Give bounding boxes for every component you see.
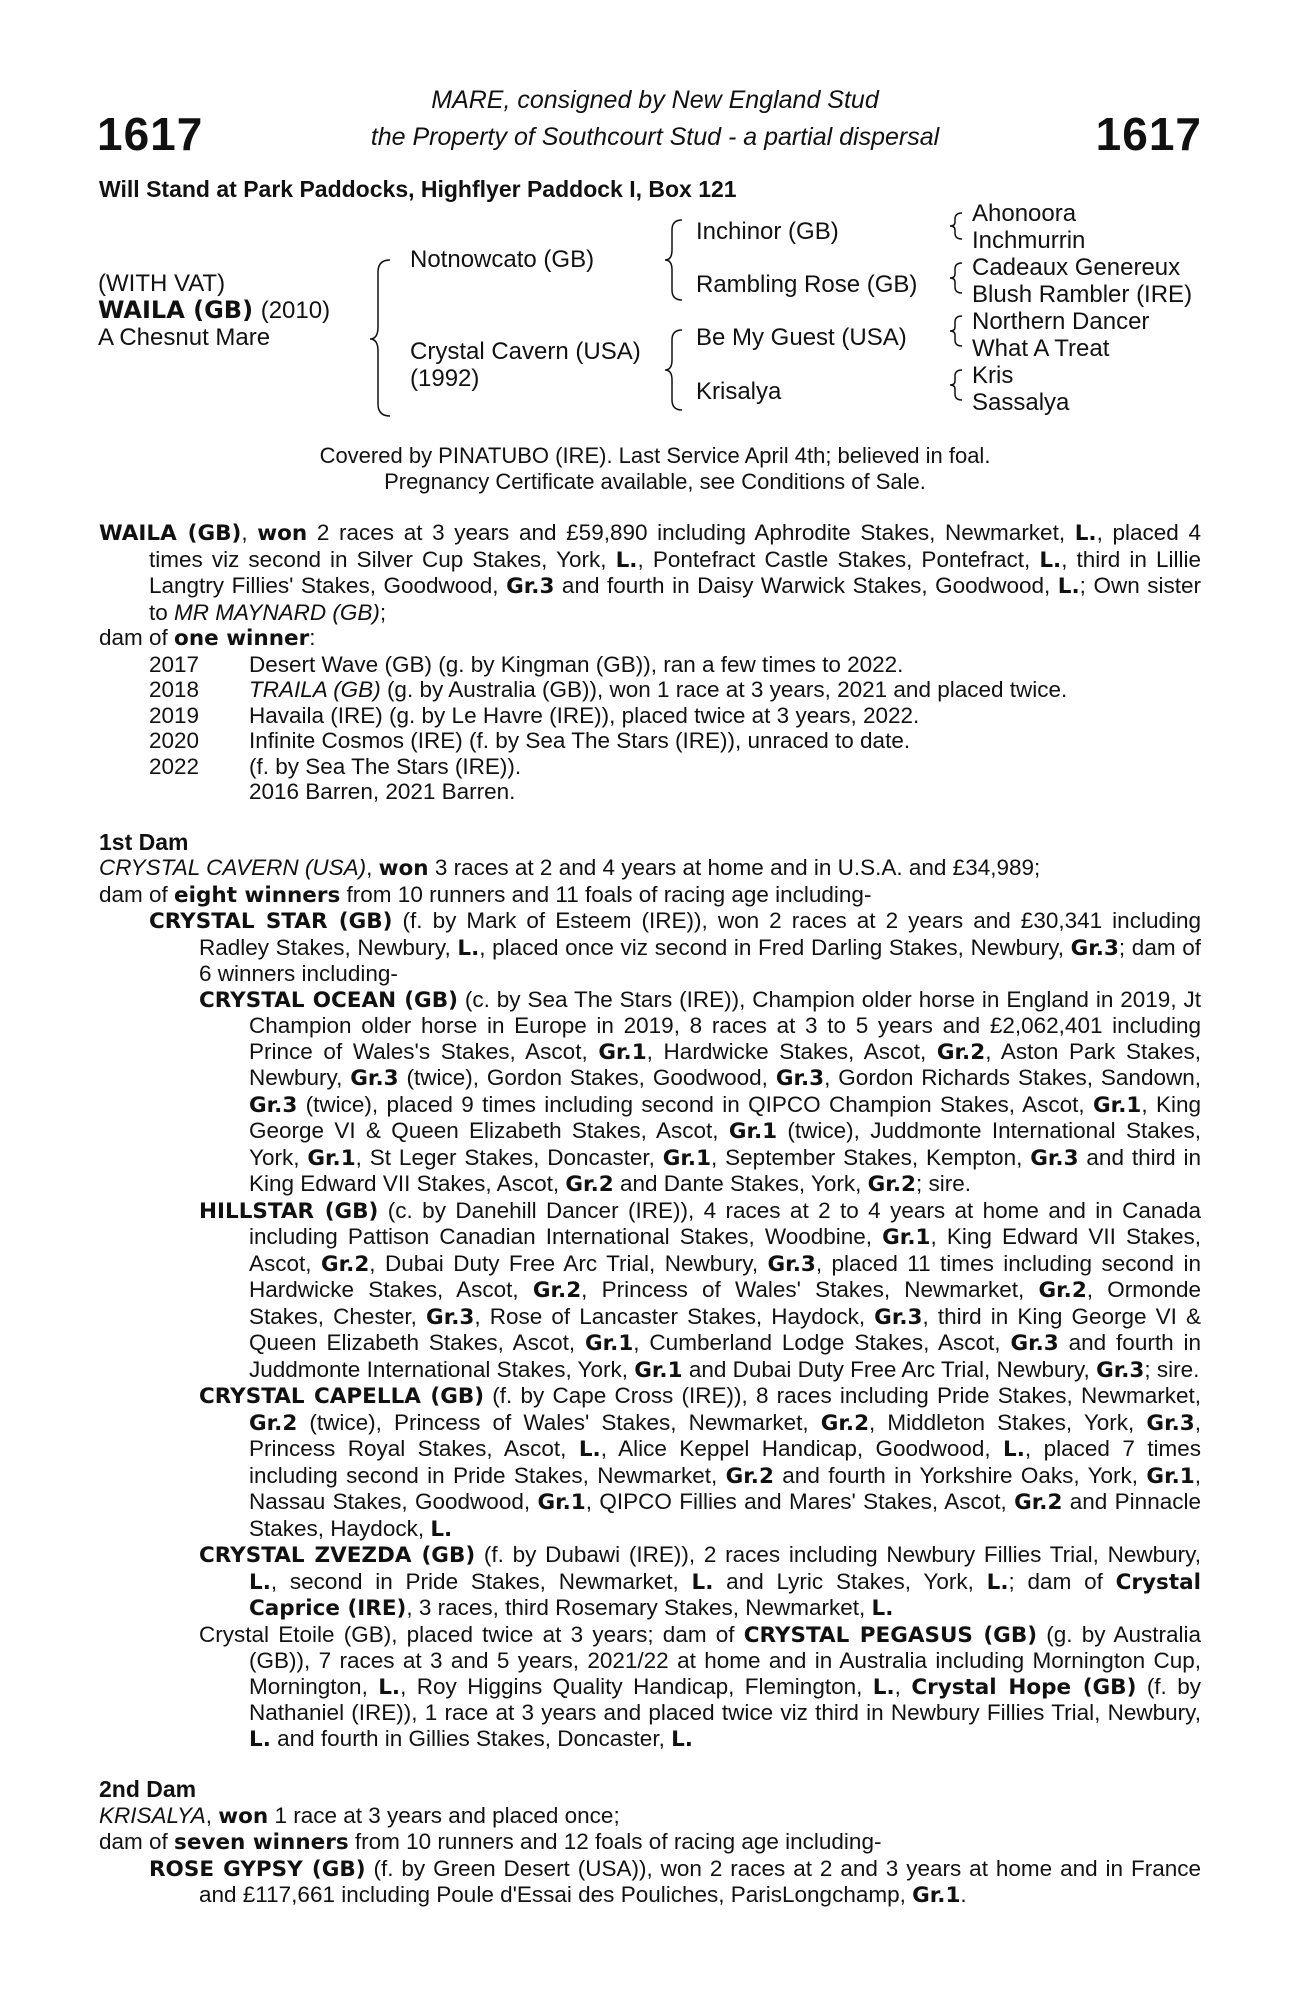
horse-description: A Chesnut Mare bbox=[98, 324, 271, 351]
own-sister-name: MR MAYNARD (GB) bbox=[174, 599, 380, 625]
vat-note: (WITH VAT) bbox=[98, 270, 226, 297]
second-dam-heading: 2nd Dam bbox=[99, 1776, 197, 1802]
gg-ancestor-5: Northern Dancer bbox=[972, 308, 1150, 335]
consignment-line-2: the Property of Southcourt Stud - a partial dispersal bbox=[370, 123, 940, 151]
produce-row: 2017 Desert Wave (GB) (g. by Kingman (GB)), ran a few times to 2022. bbox=[149, 651, 904, 677]
horse-name: WAILA (GB) bbox=[98, 296, 254, 324]
covering-line-2: Pregnancy Certificate available, see Conditions of Sale. bbox=[384, 469, 926, 494]
dam-year: (1992) bbox=[410, 365, 480, 392]
gg-ancestor-1: Ahonoora bbox=[972, 200, 1077, 227]
consignment-header bbox=[260, 82, 1050, 156]
dam-sire: Be My Guest (USA) bbox=[696, 324, 907, 351]
produce-row: 2020 Infinite Cosmos (IRE) (f. by Sea The Stars (IRE)), unraced to date. bbox=[149, 728, 911, 753]
second-dam-record: KRISALYA, won 1 race at 3 years and placed once; bbox=[99, 1802, 620, 1829]
first-dam-heading: 1st Dam bbox=[99, 828, 189, 855]
consignment-line-1: MARE, consigned by New England Stud bbox=[431, 86, 879, 114]
gg-ancestor-4: Blush Rambler (IRE) bbox=[972, 281, 1193, 308]
first-dam-record: CRYSTAL CAVERN (USA), won 3 races at 2 and 4 years at home and in U.S.A. and £34,989; bbox=[99, 855, 1041, 881]
crystal-capella-entry: CRYSTAL CAPELLA (GB) (f. by Cape Cross (IRE)), 8 races including Pride Stakes, Newmarket, Gr.2 (twice), Princess of Wales' Stakes, Newmarket, Gr.2, Middleton Stakes, York, Gr.3, Princess Royal Stakes, Ascot, L., Alice Keppel Handicap, Goodwood, L., placed 7 times including second in Pride Stakes, Newmarket, Gr.2 and fourth in Yorkshire Oaks, York, Gr.1, Nassau Stakes, Goodwood, Gr.1, QIPCO Fillies and Mares' Stakes, Ascot, Gr.2 and Pinnacle Stakes, Haydock, L. bbox=[199, 1383, 1202, 1542]
sire-sire: Inchinor (GB) bbox=[696, 218, 839, 245]
first-dam-produce: dam of eight winners from 10 runners and 11 foals of racing age including- bbox=[99, 881, 872, 908]
dam-name: Crystal Cavern (USA) bbox=[410, 338, 641, 365]
gg-ancestor-2: Inchmurrin bbox=[972, 227, 1086, 254]
crystal-star-entry: CRYSTAL STAR (GB) (f. by Mark of Esteem (IRE)), won 2 races at 2 years and £30,341 including Radley Stakes, Newbury, L., placed once viz second in Fred Darling Stakes, Newbury, Gr.3; dam of 6 winners including- bbox=[149, 908, 1201, 986]
lot-number-left: 1617 bbox=[97, 108, 204, 160]
stand-location: Will Stand at Park Paddocks, Highflyer Paddock I, Box 121 bbox=[99, 176, 737, 202]
produce-list bbox=[99, 652, 1201, 805]
barren-years: 2016 Barren, 2021 Barren. bbox=[249, 779, 516, 804]
produce-row: 2018 TRAILA (GB) (g. by Australia (GB)), won 1 race at 3 years, 2021 and placed twice. bbox=[149, 677, 1068, 702]
covering-notice bbox=[150, 443, 1160, 495]
produce-row: 2022 (f. by Sea The Stars (IRE)). bbox=[149, 753, 522, 779]
crystal-etoile-entry: Crystal Etoile (GB), placed twice at 3 years; dam of CRYSTAL PEGASUS (GB) (g. by Australia (GB)), 7 races at 3 and 5 years, 2021/22 at home and in Australia including Mornington Cup, Mornington, L., Roy Higgins Quality Handicap, Flemington, L., Crystal Hope (GB) (f. by Nathaniel (IRE)), 1 race at 3 years and placed twice viz third in Newbury Fillies Trial, Newbury, L. and fourth in Gillies Stakes, Doncaster, L. bbox=[199, 1621, 1201, 1752]
hillstar-entry: HILLSTAR (GB) (c. by Danehill Dancer (IRE)), 4 races at 2 to 4 years at home and in Canada including Pattison Canadian International Stakes, Woodbine, Gr.1, King Edward VII Stakes, Ascot, Gr.2, Dubai Duty Free Arc Trial, Newbury, Gr.3, placed 11 times including second in Hardwicke Stakes, Ascot, Gr.2, Princess of Wales' Stakes, Newmarket, Gr.2, Ormonde Stakes, Chester, Gr.3, Rose of Lancaster Stakes, Haydock, Gr.3, third in King George VI & Queen Elizabeth Stakes, Ascot, Gr.1, Cumberland Lodge Stakes, Ascot, Gr.3 and fourth in Juddmonte International Stakes, York, Gr.1 and Dubai Duty Free Arc Trial, Newbury, Gr.3; sire. bbox=[199, 1197, 1202, 1383]
sire-name: Notnowcato (GB) bbox=[410, 246, 595, 273]
second-dam-produce: dam of seven winners from 10 runners and 12 foals of racing age including- bbox=[99, 1829, 882, 1855]
won-label: won bbox=[257, 521, 308, 546]
produce-row: 2019 Havaila (IRE) (g. by Le Havre (IRE)), placed twice at 3 years, 2022. bbox=[149, 702, 920, 728]
horse-name-line bbox=[98, 297, 330, 324]
waila-name: WAILA (GB) bbox=[99, 521, 242, 546]
gg-ancestor-8: Sassalya bbox=[972, 389, 1070, 416]
sire-dam: Rambling Rose (GB) bbox=[696, 271, 918, 298]
waila-dam-of: dam of one winner: bbox=[99, 625, 316, 651]
covering-line-1: Covered by PINATUBO (IRE). Last Service April 4th; believed in foal. bbox=[319, 443, 991, 468]
rose-gypsy-entry: ROSE GYPSY (GB) (f. by Green Desert (USA)), won 2 races at 2 and 3 years at home and in France and £117,661 including Poule d'Essai des Pouliches, ParisLongchamp, Gr.1. bbox=[149, 1855, 1201, 1908]
dam-dam: Krisalya bbox=[696, 378, 782, 405]
pedigree-chart bbox=[0, 200, 1314, 430]
horse-year: (2010) bbox=[260, 297, 331, 324]
waila-record: WAILA (GB), won 2 races at 3 years and £59,890 including Aphrodite Stakes, Newmarket, L., placed 4 times viz second in Silver Cup Stakes, York, L., Pontefract Castle Stakes, Pontefract, L., third in Lillie Langtry Fillies' Stakes, Goodwood, Gr.3 and fourth in Daisy Warwick Stakes, Goodwood, L.; Own sister to MR MAYNARD (GB); bbox=[99, 520, 1202, 625]
gg-ancestor-6: What A Treat bbox=[972, 335, 1110, 362]
lot-number-right: 1617 bbox=[1095, 108, 1202, 160]
crystal-zvezda-entry: CRYSTAL ZVEZDA (GB) (f. by Dubawi (IRE)), 2 races including Newbury Fillies Trial, Newbury, L., second in Pride Stakes, Newmarket, L. and Lyric Stakes, York, L.; dam of Crystal Caprice (IRE), 3 races, third Rosemary Stakes, Newmarket, L. bbox=[199, 1542, 1202, 1621]
catalogue-body bbox=[99, 520, 1201, 1909]
gg-ancestor-3: Cadeaux Genereux bbox=[972, 254, 1181, 281]
gg-ancestor-7: Kris bbox=[972, 362, 1014, 389]
crystal-ocean-entry: CRYSTAL OCEAN (GB) (c. by Sea The Stars (IRE)), Champion older horse in England in 2019, Jt Champion older horse in Europe in 2019, 8 races at 3 to 5 years and £2,062,401 including Prince of Wales's Stakes, Ascot, Gr.1, Hardwicke Stakes, Ascot, Gr.2, Aston Park Stakes, Newbury, Gr.3 (twice), Gordon Stakes, Goodwood, Gr.3, Gordon Richards Stakes, Sandown, Gr.3 (twice), placed 9 times including second in QIPCO Champion Stakes, Ascot, Gr.1, King George VI & Queen Elizabeth Stakes, Ascot, Gr.1 (twice), Juddmonte International Stakes, York, Gr.1, St Leger Stakes, Doncaster, Gr.1, September Stakes, Kempton, Gr.3 and third in King Edward VII Stakes, Ascot, Gr.2 and Dante Stakes, York, Gr.2; sire. bbox=[199, 986, 1202, 1197]
